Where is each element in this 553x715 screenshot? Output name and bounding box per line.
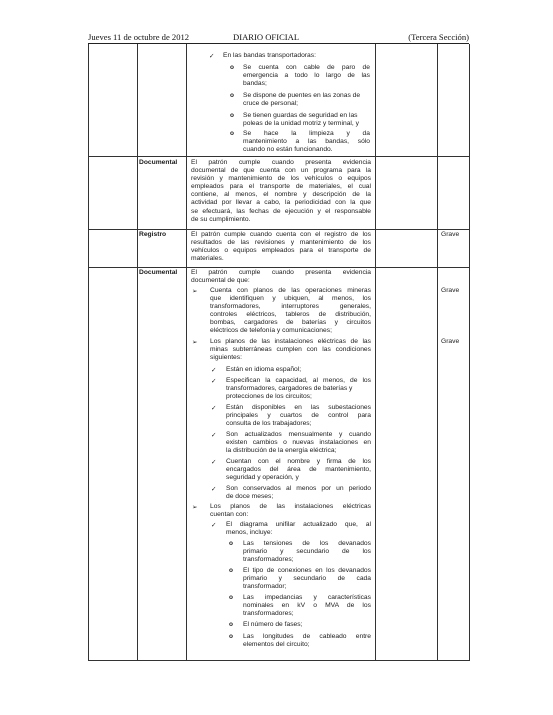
row3-severity: Grave	[441, 231, 460, 238]
row1-sub-guardas: Se tienen guardas de seguridad en las poleas de la unidad motriz y terminal, y	[243, 112, 359, 128]
row4-severity-2: Grave	[441, 338, 460, 345]
row4-tipo-conexiones: El tipo de conexiones en los devanados primario y secundario de cada transformador;	[243, 567, 371, 591]
row4-diagrama-unifilar: El diagrama unifilar actualizado que, al menos, incluye:	[226, 521, 371, 537]
bullet-circle-icon: o	[230, 112, 234, 119]
row4-idioma: Están en idioma español;	[226, 366, 302, 373]
row4-impedancias: Las impedancias y características nominales en kV o MVA de los transformadores;	[243, 594, 371, 618]
row1-sub-limpieza: Se hace la limpieza y da mantenimiento a las bandas, sólo cuando no están funcionando.	[243, 130, 370, 154]
row4-longitudes-cableado: Las longitudes de cableado entre elementos del circuito;	[243, 633, 371, 649]
bullet-circle-icon: o	[229, 621, 233, 628]
check-icon: ✓	[211, 521, 217, 529]
row4-tensiones: Las tensiones de los devanados primario y secundario de los transformadores;	[243, 540, 371, 564]
header-date: Jueves 11 de octubre de 2012	[88, 32, 190, 42]
bullet-circle-icon: o	[230, 92, 234, 99]
column-divider-3	[375, 44, 376, 660]
bullet-circle-icon: o	[230, 130, 234, 137]
check-icon: ✓	[211, 377, 217, 385]
row2-description: El patrón cumple cuando presenta evidencia documental de que cuenta con un programa para la revisión y mantenimiento de los vehículos o equipos empleados para el transporte de materiales, el cual contiene, al menos, el nombre y descripción de la actividad por llevar a cabo, la periodicidad con la que se efectuará, las fechas de ejecución y el responsable de su cumplimiento.	[191, 159, 371, 223]
column-divider-2	[186, 44, 187, 660]
bullet-circle-icon: o	[229, 633, 233, 640]
row4-severity-1: Grave	[441, 287, 460, 294]
header-section: (Tercera Sección)	[408, 32, 469, 42]
check-icon: ✓	[211, 404, 217, 412]
row4-conservados: Son conservados al menos por un periodo de doce meses;	[226, 485, 371, 501]
row1-sub-puentes: Se dispone de puentes en las zonas de cruce de personal;	[243, 92, 361, 108]
check-icon: ✓	[211, 485, 217, 493]
row4-planos-operaciones: Cuenta con planos de las operaciones mineras que identifiquen y ubiquen, al menos, los transformadores, interruptores generales, controles eléctricos, tableros de distribución, bombas, cargadores de baterías y circuitos eléctricos de telefonía y comunicaciones;	[210, 287, 371, 335]
bullet-circle-icon: o	[230, 64, 234, 71]
check-icon: ✓	[211, 431, 217, 439]
check-icon: ✓	[209, 52, 215, 60]
bullet-circle-icon: o	[229, 594, 233, 601]
row1-sub-cable-paro: Se cuenta con cable de paro de emergencia a todo lo largo de las bandas;	[243, 64, 370, 88]
row4-disponibles: Están disponibles en las subestaciones principales y cuartos de control para consulta de los trabajadores;	[226, 404, 371, 428]
header-publication: DIARIO OFICIAL	[233, 32, 300, 42]
column-divider-1	[137, 44, 138, 660]
row-divider-1	[89, 156, 469, 157]
row4-capacidad: Especifican la capacidad, al menos, de los transformadores, cargadores de baterías y protecciones de los circuitos;	[226, 377, 371, 401]
row4-planos-minas-subterraneas: Los planos de las instalaciones eléctricas de las minas subterráneas cumplen con las condiciones siguientes:	[210, 338, 371, 362]
row4-intro: El patrón cumple cuando presenta evidencia documental de que:	[191, 269, 371, 285]
row4-numero-fases: El número de fases;	[243, 621, 303, 628]
arrow-bullet-icon: ➢	[192, 503, 198, 511]
arrow-bullet-icon: ➢	[192, 287, 198, 295]
row4-planos-cuentan-con: Los planos de las instalaciones eléctricas cuentan con:	[210, 503, 371, 519]
row-divider-2	[89, 229, 469, 230]
row3-type: Registro	[139, 231, 167, 238]
column-divider-4	[437, 44, 438, 660]
arrow-bullet-icon: ➢	[192, 338, 198, 346]
row-divider-3	[89, 267, 469, 268]
check-icon: ✓	[211, 458, 217, 466]
row4-type: Documental	[139, 269, 178, 276]
row1-item-bandas: En las bandas transportadoras:	[223, 52, 316, 59]
row3-description: El patrón cumple cuando cuenta con el registro de los resultados de las revisiones y mantenimiento de los vehículos o equipos empleados para el transporte de materiales.	[191, 231, 371, 263]
row4-nombre-firma: Cuentan con el nombre y firma de los encargados del área de mantenimiento, seguridad y operación, y	[226, 458, 371, 482]
check-icon: ✓	[211, 366, 217, 374]
bullet-circle-icon: o	[229, 567, 233, 574]
row4-actualizados: Son actualizados mensualmente y cuando existen cambios o nuevas instalaciones en la distribución de la energía eléctrica;	[226, 431, 371, 455]
row2-type: Documental	[139, 159, 178, 166]
bullet-circle-icon: o	[229, 540, 233, 547]
